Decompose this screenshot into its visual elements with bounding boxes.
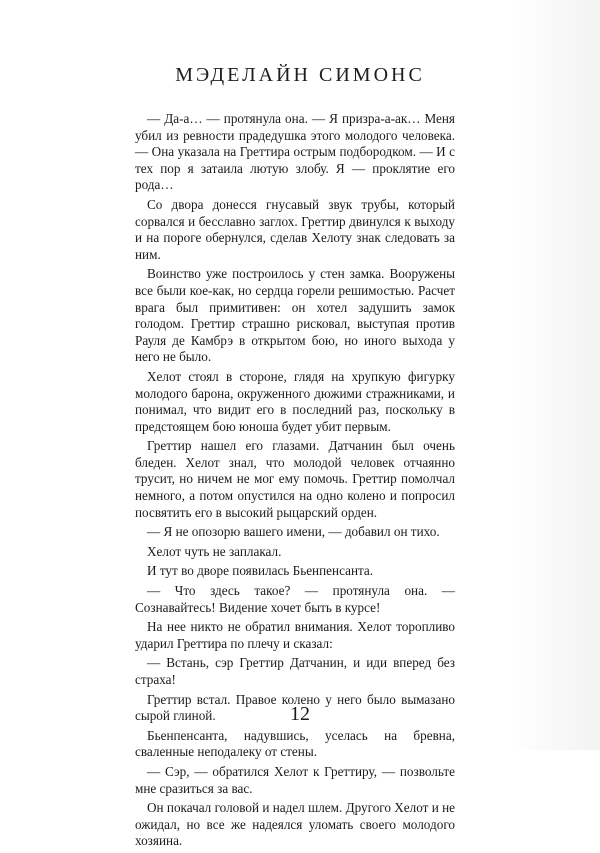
paragraph: На нее никто не обратил внимания. Хелот торопливо ударил Греттира по плечу и сказал: xyxy=(135,619,455,651)
paragraph: Хелот чуть не заплакал. xyxy=(147,543,282,559)
paragraph: Он покачал головой и надел шлем. Другого Хелот и не ожидал, но все же надеялся уломать своего молодого хозяина. xyxy=(135,800,455,849)
paragraph: — Сэр, — обратился Хелот к Греттиру, — позвольте мне сразиться за вас. xyxy=(135,763,455,796)
page-edge-shadow xyxy=(510,0,600,750)
paragraph: Со двора донесся гнусавый звук трубы, который сорвался и бесславно заглох. Греттир двинулся к выходу и на пороге обернулся, сделав Хелоту знак следовать за ним. xyxy=(135,196,455,262)
paragraph: И тут во дворе появилась Бьенпенсанта. xyxy=(147,563,374,579)
paragraph: Бьенпенсанта, надувшись, уселась на бревна, сваленные неподалеку от стены. xyxy=(135,727,455,760)
paragraph: Воинство уже построилось у стен замка. Вооружены все были кое-как, но сердца горели решимостью. Расчет врага был примитивен: он хотел задушить замок голодом. Греттир страшно рисковал, выступая против Рауля де Камбрэ в открытом бою, но иного выхода у него не было. xyxy=(135,266,455,365)
running-header-author: МЭДЕЛАЙН СИМОНС xyxy=(175,64,425,86)
paragraph: Хелот стоял в стороне, глядя на хрупкую фигурку молодого барона, окруженного дюжими стражниками, и понимал, что видит его в последний раз, поскольку в предстоящем бою юноша будет убит первым. xyxy=(135,368,455,434)
paragraph: — Я не опозорю вашего имени, — добавил он тихо. xyxy=(147,524,440,540)
body-text xyxy=(135,111,455,853)
paragraph: — Что здесь такое? — протянула она. — Сознавайтесь! Видение хочет быть в курсе! xyxy=(135,583,455,615)
paragraph: — Встань, сэр Греттир Датчанин, и иди вперед без страха! xyxy=(135,655,455,687)
paragraph: — Да-а… — протянула она. — Я призра-а-ак… Меня убил из ревности прадедушка этого молодого человека. — Она указала на Греттира острым подбородком. — И с тех пор я затаила лютую злобу. Я — проклятие его рода… xyxy=(135,111,455,193)
paragraph: Греттир нашел его глазами. Датчанин был очень бледен. Хелот знал, что молодой человек отчаянно трусит, но ничем не мог ему помочь. Греттир помолчал немного, а потом опустился на одно колено и попросил посвятить его в высокий рыцарский орден. xyxy=(135,438,455,520)
page-number: 12 xyxy=(290,703,310,725)
paragraph: Греттир встал. Правое колено у него было вымазано сырой глиной. xyxy=(135,691,455,724)
